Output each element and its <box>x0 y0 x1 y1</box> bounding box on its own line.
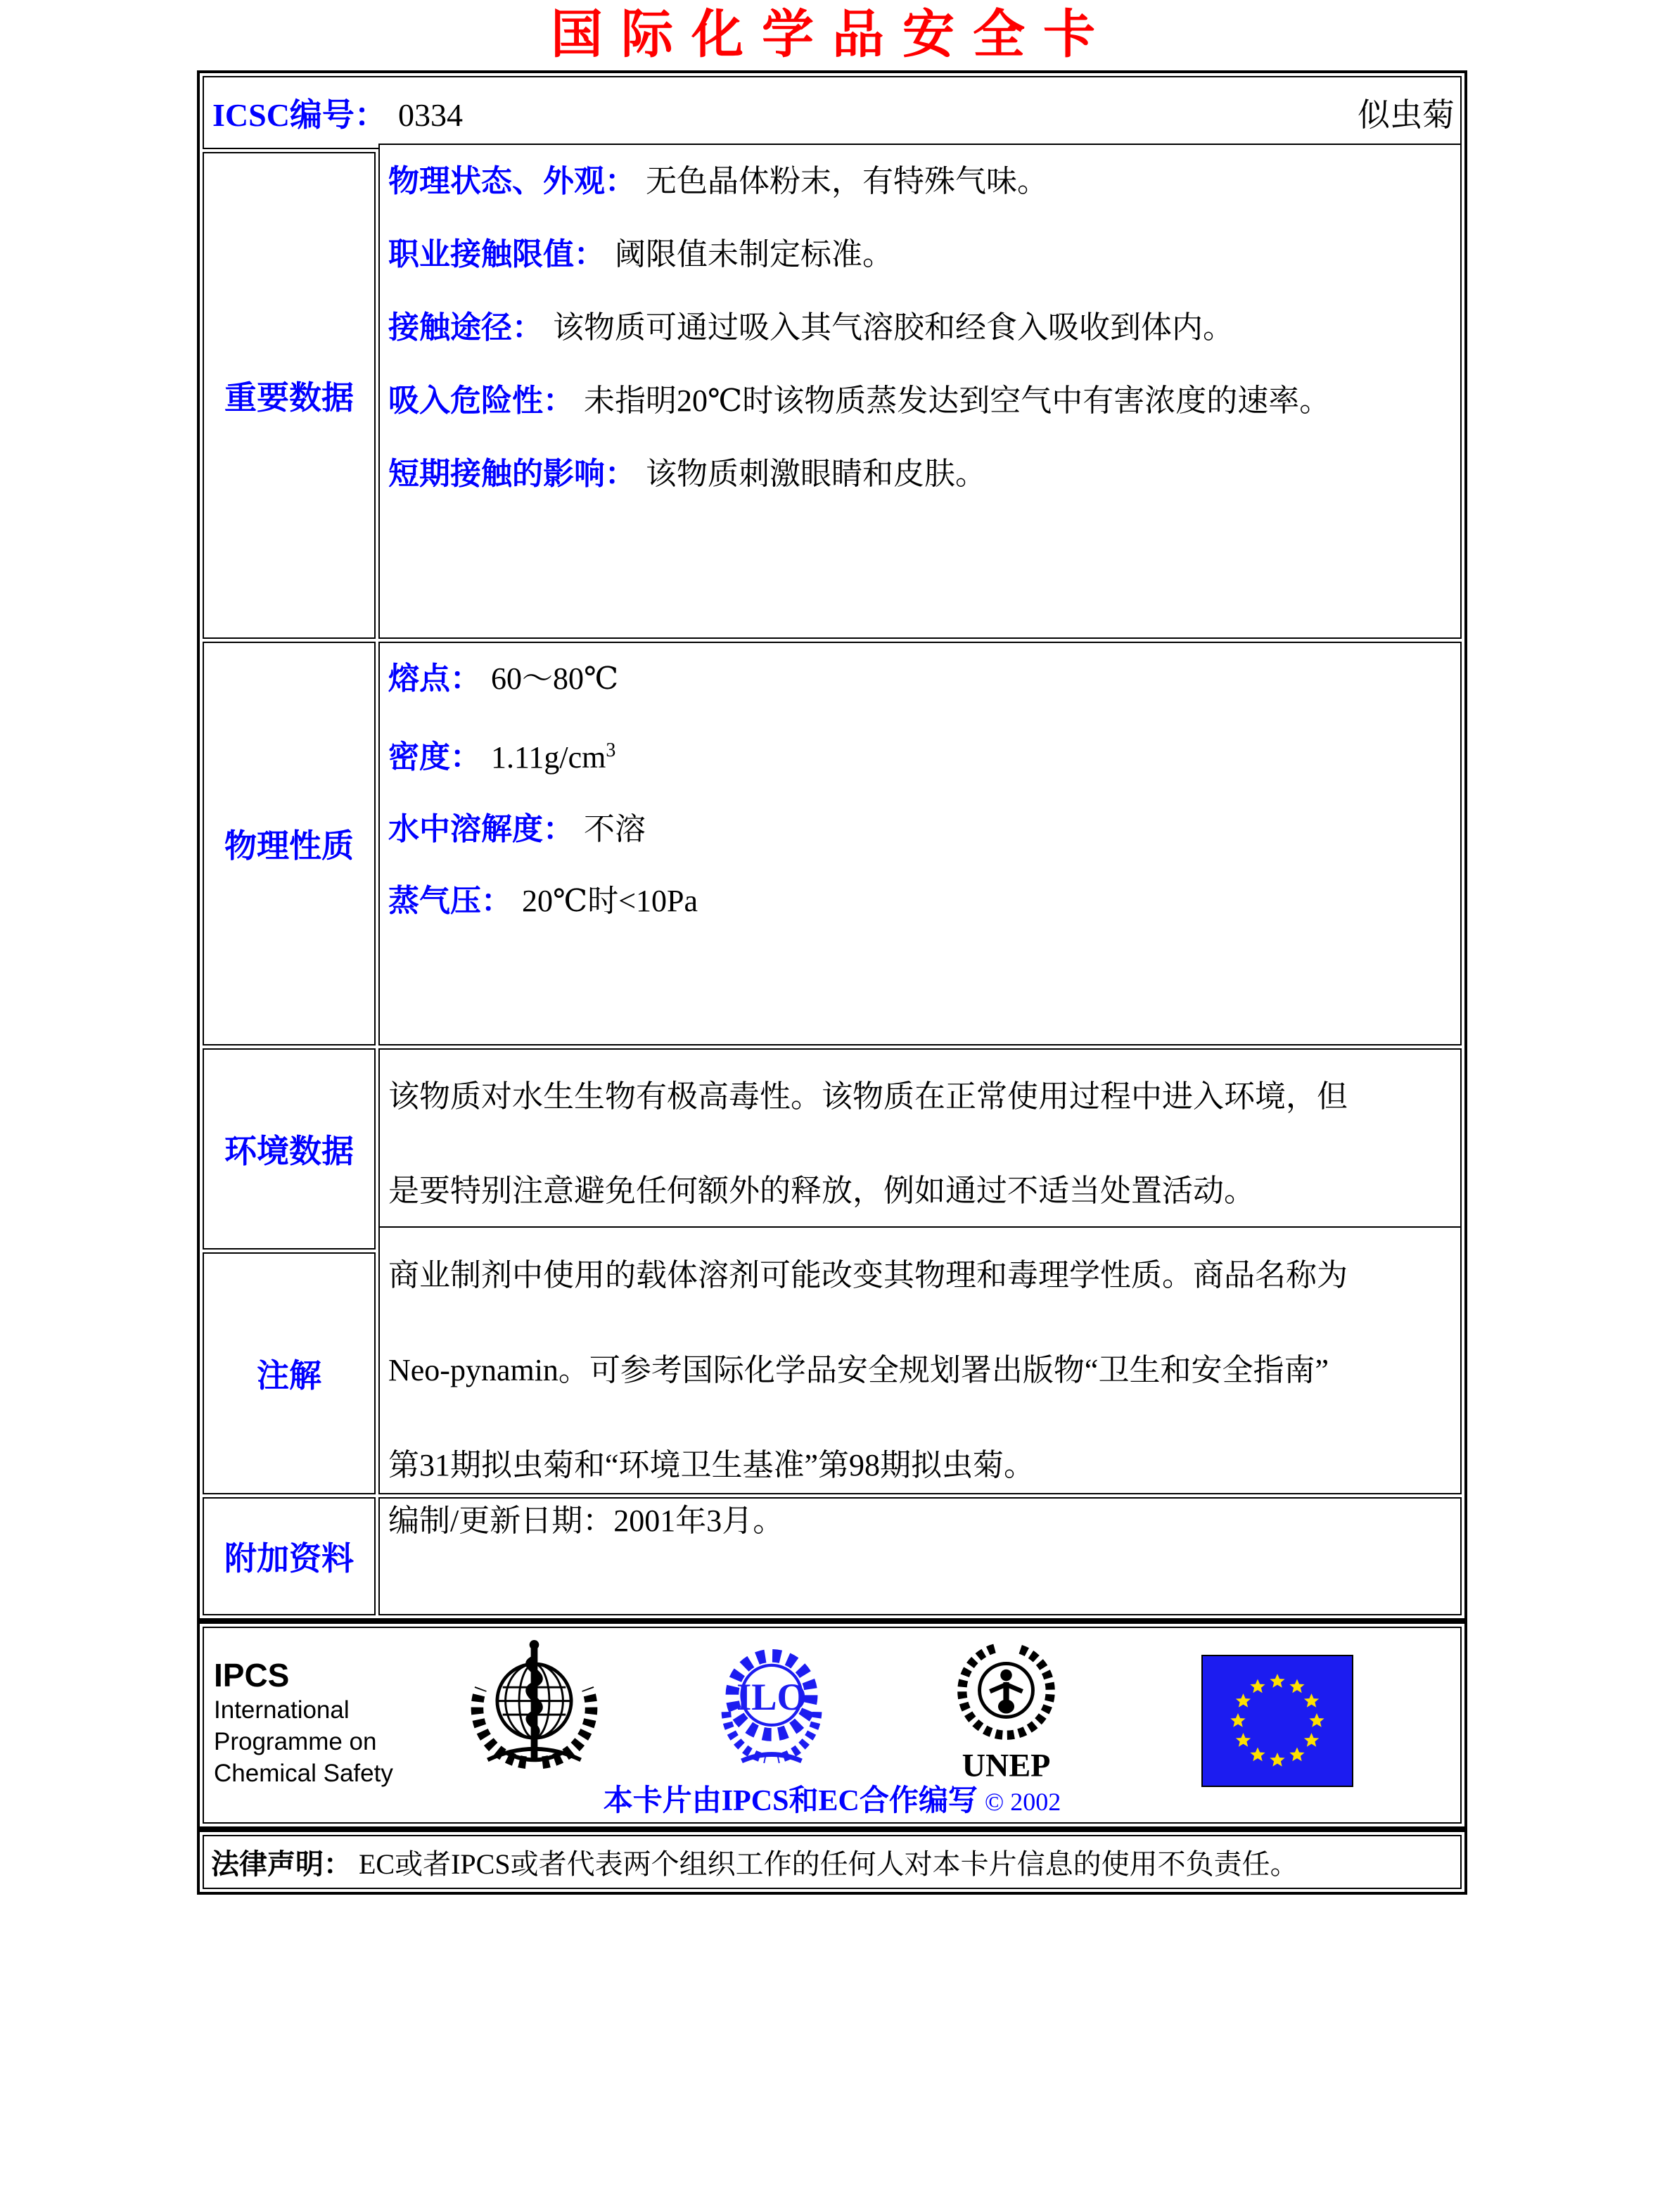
legal-cell <box>203 1835 1462 1889</box>
physical-properties-row <box>203 642 1462 1045</box>
kv-line <box>388 794 1452 865</box>
legal-label: 法律声明： <box>211 1848 352 1880</box>
section-label-important-data <box>203 152 376 639</box>
kv-key: 熔点： <box>388 661 481 696</box>
icsc-number-value: 0334 <box>397 97 463 133</box>
kv-value: 1.11g/cm <box>491 739 606 775</box>
kv-value: 不溶 <box>584 811 646 846</box>
header-cell <box>203 76 1462 149</box>
kv-key: 水中溶解度： <box>388 811 574 846</box>
logos-block <box>197 1621 1467 1829</box>
additional-info-content <box>378 1497 1462 1615</box>
kv-value: 该物质可通过吸入其气溶胶和经食入吸收到体内。 <box>553 310 1234 345</box>
icsc-card <box>197 70 1467 1895</box>
important-data-content <box>378 144 1462 639</box>
section-label-text: 注解 <box>257 1358 321 1394</box>
kv-value: 未指明20℃时该物质蒸发达到空气中有害浓度的速率。 <box>584 383 1331 418</box>
section-label-text: 附加资料 <box>224 1541 354 1577</box>
paragraph-line: 是要特别注意避免任何额外的释放，例如通过不适当处置活动。 <box>388 1174 1255 1208</box>
additional-info-row <box>203 1497 1462 1615</box>
section-label-text: 物理性质 <box>224 828 354 864</box>
page-title: 国际化学品安全卡 <box>551 6 1113 64</box>
notes-content <box>378 1226 1462 1494</box>
paragraph-line: 商业制剂中使用的载体溶剂可能改变其物理和毒理学性质。商品名称为 <box>388 1258 1348 1292</box>
paragraph-line: 第31期拟虫菊和“环境卫生基准”第98期拟虫菊。 <box>388 1448 1035 1482</box>
environmental-data-row <box>203 1048 1462 1250</box>
paragraph-line: 编制/更新日期：2001年3月。 <box>388 1504 784 1538</box>
kv-line <box>388 145 1452 218</box>
kv-key: 职业接触限值： <box>388 237 605 272</box>
kv-key: 密度： <box>388 739 481 775</box>
ipcs-title: IPCS <box>214 1657 290 1693</box>
section-label-physical-properties <box>203 642 376 1045</box>
who-logo-icon <box>466 1639 603 1769</box>
legal-text: EC或者IPCS或者代表两个组织工作的任何人对本卡片信息的使用不负责任。 <box>359 1848 1298 1880</box>
unep-logo-icon <box>948 1638 1064 1782</box>
kv-key: 短期接触的影响： <box>388 457 636 491</box>
icsc-number-label: ICSC编号： <box>212 97 387 133</box>
section-label-text: 重要数据 <box>224 380 354 416</box>
eu-flag-stars <box>1230 1674 1324 1767</box>
ipcs-line: Programme on <box>214 1728 377 1755</box>
ipcs-line: Chemical Safety <box>214 1760 393 1787</box>
kv-value: 该物质刺激眼睛和皮肤。 <box>646 457 986 491</box>
section-label-environmental-data <box>203 1048 376 1250</box>
credit-text: 本卡片由IPCS和EC合作编写 <box>603 1785 978 1817</box>
kv-line <box>388 291 1452 364</box>
notes-row <box>203 1252 1462 1494</box>
ilo-logo-icon <box>712 1642 831 1767</box>
important-data-row <box>203 152 1462 639</box>
credit-line <box>204 1777 1460 1819</box>
kv-value: 20℃时<10Pa <box>522 883 698 918</box>
kv-key: 物理状态、外观： <box>388 164 636 198</box>
kv-line <box>388 364 1452 438</box>
logos-cell <box>203 1627 1462 1824</box>
ipcs-line: International <box>214 1696 350 1724</box>
kv-line <box>388 865 1452 937</box>
copyright-text: © 2002 <box>984 1788 1061 1816</box>
kv-line <box>388 715 1452 794</box>
kv-key: 蒸气压： <box>388 883 512 918</box>
kv-value: 60～80℃ <box>491 661 619 696</box>
section-label-text: 环境数据 <box>224 1133 354 1169</box>
kv-key: 接触途径： <box>388 310 543 345</box>
kv-value: 无色晶体粉末，有特殊气味。 <box>646 164 1048 198</box>
eu-flag-icon <box>1201 1655 1353 1787</box>
kv-line <box>388 438 1452 511</box>
kv-key: 吸入危险性： <box>388 383 574 418</box>
paragraph-line: Neo-pynamin。可参考国际化学品安全规划署出版物“卫生和安全指南” <box>388 1353 1329 1387</box>
legal-block <box>197 1829 1467 1895</box>
kv-line <box>388 218 1452 291</box>
unep-letters: UNEP <box>962 1747 1051 1782</box>
kv-value: 阈限值未制定标准。 <box>615 237 893 272</box>
header-row <box>203 76 1462 149</box>
chemical-name: 似虫菊 <box>1358 97 1455 133</box>
kv-line <box>388 643 1452 715</box>
ilo-letters: ILO <box>736 1675 807 1718</box>
section-label-additional-info <box>203 1497 376 1615</box>
section-label-notes <box>203 1252 376 1494</box>
paragraph-line: 该物质对水生生物有极高毒性。该物质在正常使用过程中进入环境，但 <box>388 1079 1348 1114</box>
main-table <box>197 70 1467 1621</box>
environmental-data-content <box>378 1048 1462 1250</box>
superscript: 3 <box>606 739 616 761</box>
physical-properties-content <box>378 642 1462 1045</box>
ipcs-text-block <box>214 1656 393 1789</box>
icsc-number-group <box>212 89 463 136</box>
